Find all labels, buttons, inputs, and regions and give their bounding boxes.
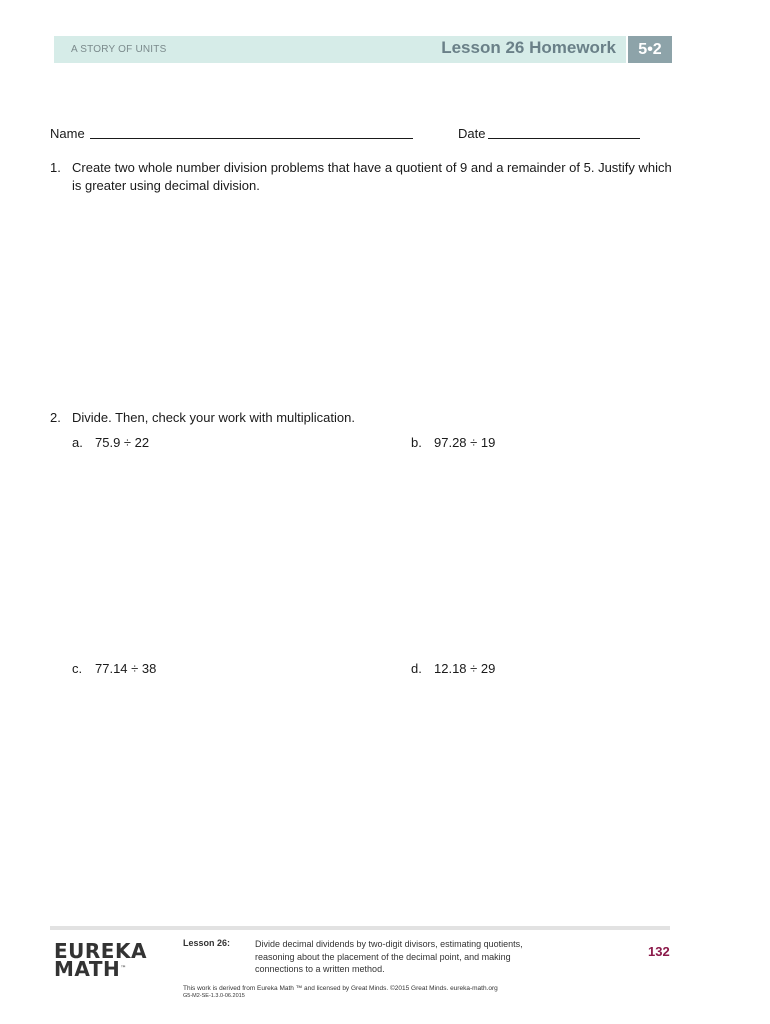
part-c-label: c. bbox=[72, 661, 83, 676]
page-number: 132 bbox=[648, 944, 670, 959]
problem-2-text: Divide. Then, check your work with multiplication. bbox=[72, 410, 355, 425]
part-a-label: a. bbox=[72, 435, 83, 450]
part-d-expression: 12.18 ÷ 29 bbox=[434, 661, 496, 676]
logo-line1: EUREKA bbox=[54, 939, 147, 963]
logo-line2: MATH™ bbox=[54, 957, 127, 981]
part-a-expression: 75.9 ÷ 22 bbox=[95, 435, 150, 450]
problem-1-number: 1. bbox=[50, 160, 61, 175]
document-code: G5-M2-SE-1.3.0-06.2015 bbox=[183, 993, 245, 999]
eureka-math-logo bbox=[54, 939, 147, 981]
date-field[interactable] bbox=[488, 138, 640, 139]
problem-1-text-line2: is greater using decimal division. bbox=[72, 178, 260, 193]
problem-1-work-area[interactable] bbox=[72, 200, 672, 400]
problem-1-text-line1: Create two whole number division problems that have a quotient of 9 and a remainder of 5. Justify which bbox=[72, 160, 672, 175]
footer-divider bbox=[50, 926, 670, 930]
footer-lesson-description: Divide decimal dividends by two-digit divisors, estimating quotients, reasoning about the placement of the decimal point, and making connections to a written method. bbox=[255, 939, 523, 974]
part-c-work-area[interactable] bbox=[72, 681, 392, 911]
date-label: Date bbox=[458, 126, 486, 141]
part-b-work-area[interactable] bbox=[411, 455, 671, 650]
license-text: This work is derived from Eureka Math ™ and licensed by Great Minds. ©2015 Great Minds. eureka-math.org bbox=[183, 985, 498, 992]
series-label: A STORY OF UNITS bbox=[71, 44, 167, 55]
part-b-label: b. bbox=[411, 435, 422, 450]
part-c-expression: 77.14 ÷ 38 bbox=[95, 661, 157, 676]
lesson-title: Lesson 26 Homework bbox=[441, 38, 616, 57]
part-d-work-area[interactable] bbox=[411, 681, 671, 911]
problem-2-number: 2. bbox=[50, 410, 61, 425]
part-a-work-area[interactable] bbox=[72, 455, 392, 650]
footer-lesson-label: Lesson 26: bbox=[183, 938, 231, 948]
part-d-label: d. bbox=[411, 661, 422, 676]
grade-module-badge: 5•2 bbox=[628, 36, 672, 63]
name-field[interactable] bbox=[90, 138, 413, 139]
part-b-expression: 97.28 ÷ 19 bbox=[434, 435, 496, 450]
name-label: Name bbox=[50, 126, 85, 141]
